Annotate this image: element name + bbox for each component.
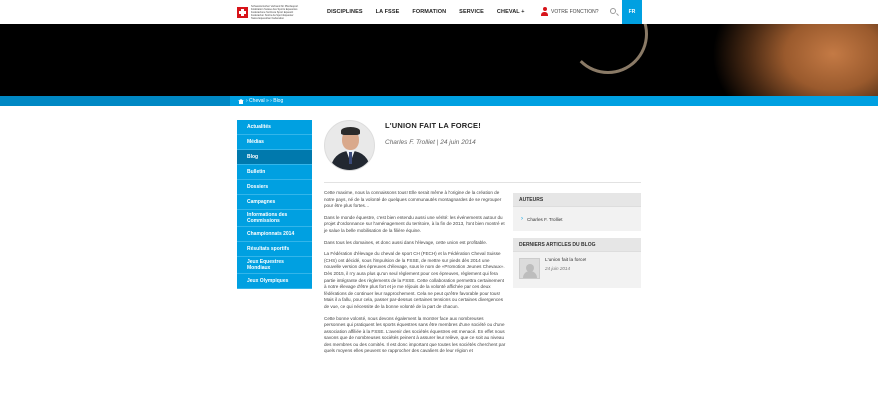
logo-text	[251, 5, 298, 20]
breadcrumb-bar	[0, 96, 878, 106]
sidebar-item-label: Campagnes	[247, 199, 276, 205]
breadcrumb-path[interactable]: › Cheval » › Blog	[246, 98, 284, 104]
sidebar-item-label: Informations des Commissions	[247, 212, 288, 224]
nav-service[interactable]: SERVICE	[459, 9, 484, 15]
sidebar-item-actualites[interactable]	[237, 120, 312, 135]
article-paragraph: La Fédération d'élevage du cheval de sport CH (FECH) et la Fédération Cheval Suisse (CHS) ont décidé, sous l'impulsion de la FSSE, de mettre sur pieds dès 2014 une nouvelle version des épreuves d'élevage, sous le nom de «Promotion Jeunes Chevaux». Dès 2015, il n'y aura plus qu'un seul règlement pour ces épreuves, règlement qui fera partie intégrante des règlements de la FSSE. Cette collaboration permettra certainement à notre élevage d'être plus fort et je me réjouis de la volonté affichée par ces deux fédérations de continuer leur rapprochement. Cela ne peut qu'être favorable pour tous! Mais il a fallu, pour cela, passer par-dessus certaines tensions ou certaines divergences de vue, ce qui nécessite de la bonne volonté de la part de chacun.	[324, 251, 505, 309]
nav-la-fsse[interactable]: LA FSSE	[375, 9, 400, 15]
logo-line: Fédération Suisse des Sports Equestres	[251, 8, 298, 11]
user-icon	[541, 7, 548, 16]
latest-posts-box	[513, 238, 641, 288]
sidebar-item-label: Dossiers	[247, 184, 269, 190]
article-paragraph: Cette maxime, nous la connaissons tous! Elle serait même à l'origine de la création de notre pays, né de la volonté de quelques communautés montagnardes de se regrouper pour être plus fortes…	[324, 190, 502, 209]
article-paragraph: Cette bonne volonté, nous devons également la montrer face aux nombreuses personnes qui pratiquent les sports équestres sans être membres d'une société ou d'une association affiliée à la FSSE. L'avenir des sociétés équestres est menacé. En effet nous savons que de nombreuses sociétés peinent à assurer leur relève, que ce soit au niveau des membres ou des comités. Il est donc important que toutes les sociétés cherchent par quels moyens elles peuvent se rapprocher des cavaliers de leur région et	[324, 315, 506, 354]
sidebar-item-label: Médias	[247, 139, 264, 145]
sidebar-item-jeux-olympiques[interactable]	[237, 274, 312, 289]
post-date: 24 juin 2014	[545, 266, 571, 271]
role-label: VOTRE FONCTION?	[551, 8, 599, 15]
post-thumbnail[interactable]	[519, 258, 540, 279]
search-icon[interactable]	[610, 8, 616, 14]
sidebar-item-label: Bulletin	[247, 169, 266, 175]
main-nav	[327, 0, 538, 24]
sidebar-item-jeux-mondiaux[interactable]	[237, 257, 312, 274]
sidebar-item-label: Résultats sportifs	[247, 246, 290, 252]
article-meta: Charles F. Trolliet | 24 juin 2014	[385, 139, 476, 146]
sidebar-item-dossiers[interactable]	[237, 180, 312, 195]
latest-posts-heading: DERNIERS ARTICLES DU BLOG	[513, 238, 641, 252]
swiss-cross-icon	[237, 7, 248, 18]
avatar-tie	[349, 152, 352, 164]
sidebar-item-label: Actualités	[247, 124, 271, 130]
sidebar-item-blog[interactable]	[237, 150, 312, 165]
article-title: L'UNION FAIT LA FORCE!	[385, 121, 481, 130]
breadcrumb-bar-left	[0, 96, 230, 106]
article-paragraph: Dans le monde équestre, c'est bien entendu aussi une vérité: les événements autour du projet d'ordonnance sur l'aménagement du territoire, à la fin de 2013, l'ont bien montré et je salue la belle mobilisation de la filière équine.	[324, 214, 505, 233]
latest-post-item[interactable]	[513, 252, 641, 279]
home-icon[interactable]	[238, 99, 244, 104]
nav-disciplines[interactable]: DISCIPLINES	[327, 9, 363, 15]
logo-line: Swiss Equestrian Federation	[251, 17, 285, 20]
post-title[interactable]: L'union fait la force!	[545, 258, 587, 263]
sidebar-item-label: Blog	[247, 154, 259, 160]
sidebar-item-campagnes[interactable]	[237, 195, 312, 210]
sidebar-item-label: Jeux Olympiques	[247, 278, 289, 284]
authors-box	[513, 193, 641, 231]
logo-line: Schweizerischer Verband für Pferdesport	[251, 5, 299, 8]
sidebar-item-championnats[interactable]	[237, 227, 312, 242]
sidebar-item-bulletin[interactable]	[237, 165, 312, 180]
author-link[interactable]	[513, 207, 641, 222]
article-paragraph: Dans tous les domaines, et donc aussi dans l'élevage, cette union est profitable.	[324, 239, 488, 245]
sidebar-item-resultats[interactable]	[237, 242, 312, 257]
author-avatar	[324, 120, 375, 171]
fsse-logo[interactable]	[237, 4, 312, 21]
role-selector[interactable]	[541, 7, 599, 16]
chevron-right-icon: ›	[521, 216, 523, 222]
hero-banner	[0, 24, 878, 96]
nav-formation[interactable]: FORMATION	[412, 9, 447, 15]
nav-cheval[interactable]: CHEVAL +	[496, 9, 525, 15]
sidebar-item-medias[interactable]	[237, 135, 312, 150]
logo-line: Federaziun Svizra da Sport Equester	[251, 14, 294, 17]
breadcrumb	[238, 96, 283, 106]
post-text	[545, 258, 586, 279]
sidebar-menu	[237, 120, 312, 289]
sidebar-item-label: Championnats 2014	[247, 231, 295, 237]
avatar-hair	[341, 127, 360, 135]
sidebar-item-commissions[interactable]	[237, 210, 312, 227]
language-switch[interactable]: FR	[622, 0, 642, 24]
sidebar-item-label: Jeux Equestres Mondiaux	[247, 259, 284, 271]
article-body	[324, 190, 506, 360]
author-name: Charles F. Trolliet	[527, 216, 563, 222]
authors-heading: AUTEURS	[513, 193, 641, 207]
divider	[324, 182, 641, 183]
logo-line: Federazione Svizzera Sport Equestri	[251, 11, 294, 14]
site-header	[0, 0, 878, 24]
